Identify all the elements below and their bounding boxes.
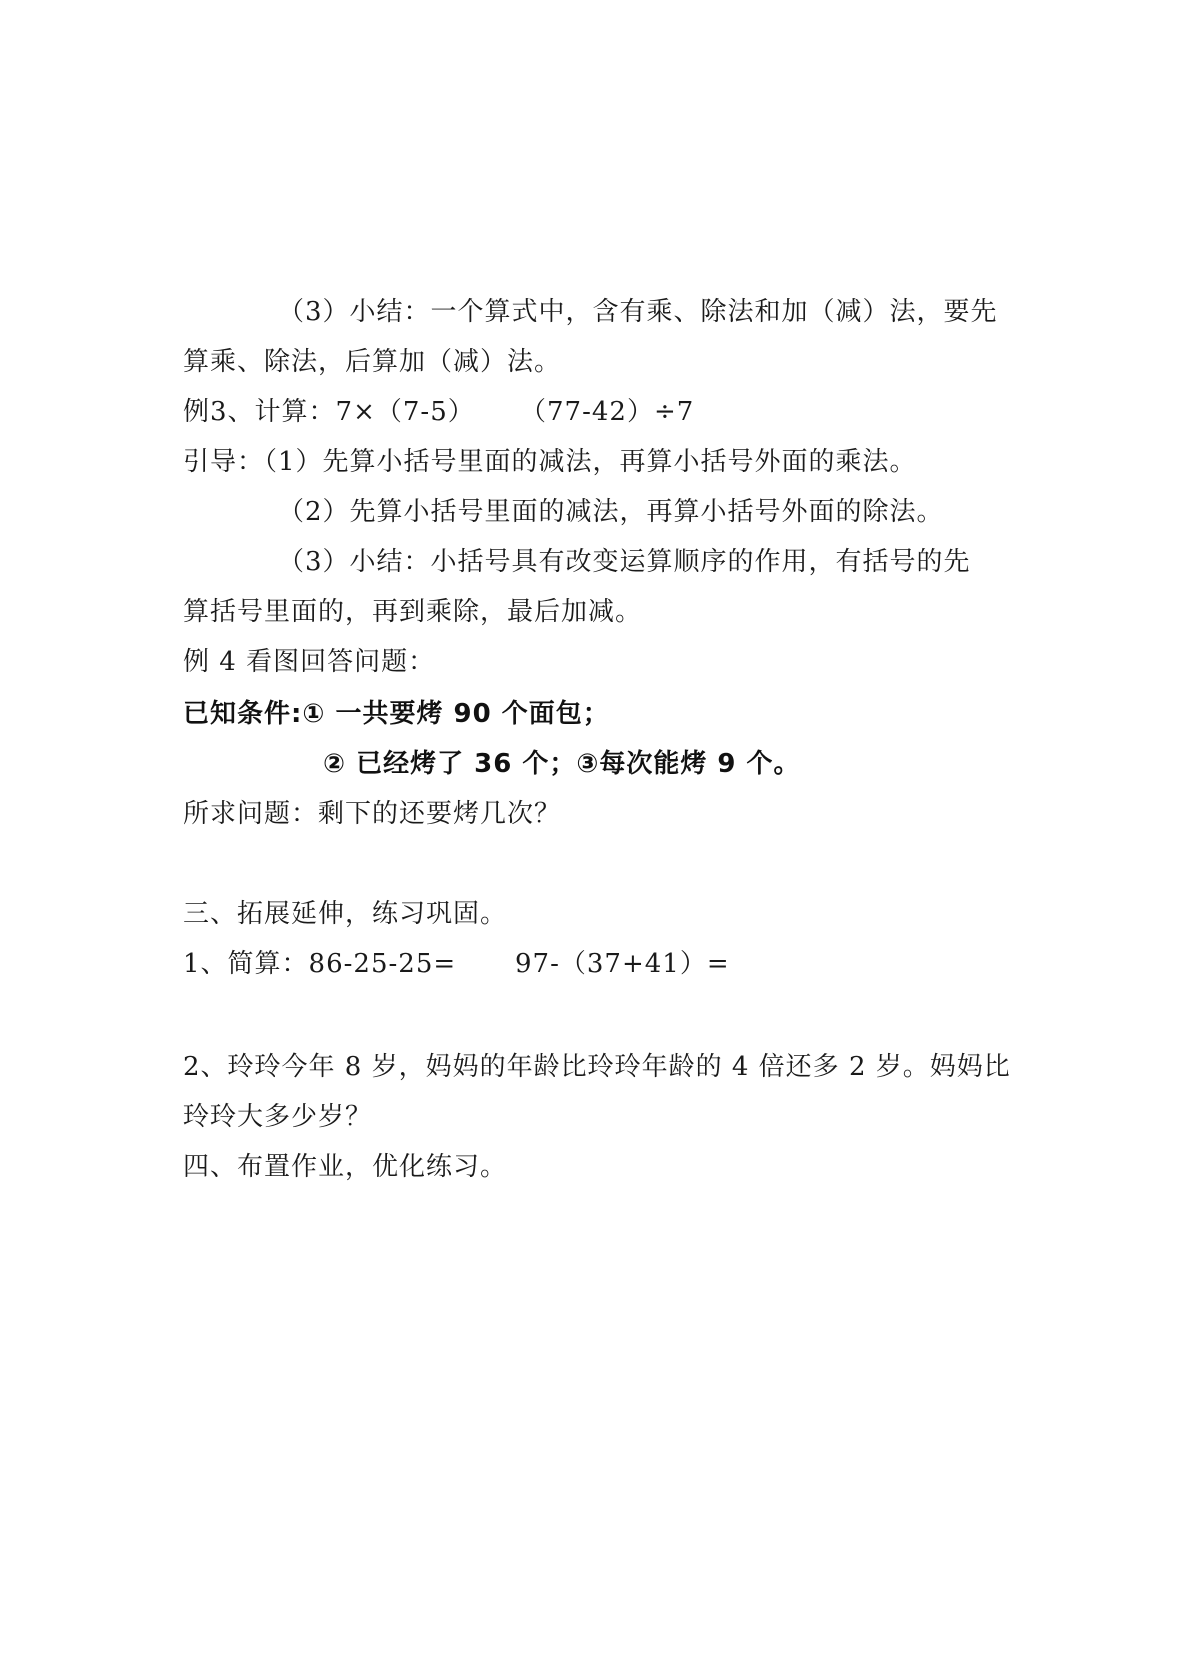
question-line: 所求问题：剩下的还要烤几次？ (183, 799, 562, 829)
summary-3-line-2: 算乘、除法，后算加（减）法。 (183, 347, 562, 377)
example-3-label: 例3、计算：7×（7-5） (183, 397, 475, 427)
guide-step-2: （2）先算小括号里面的减法，再算小括号外面的除法。 (278, 497, 944, 527)
exercise-1-expression-2: 97-（37+41）= (515, 949, 730, 979)
example-4-heading: 例 4 看图回答问题： (183, 647, 436, 677)
known-conditions-line-1: 已知条件:① 一共要烤 90 个面包； (183, 699, 610, 729)
example-3-expression-2: （77-42）÷7 (520, 397, 695, 427)
exercise-2-line-2: 玲玲大多少岁？ (183, 1102, 373, 1132)
known-conditions-line-2: ② 已经烤了 36 个；③每次能烤 9 个。 (323, 749, 801, 779)
section-3-heading: 三、拓展延伸，练习巩固。 (183, 899, 508, 929)
guide-summary-line-2: 算括号里面的，再到乘除，最后加减。 (183, 597, 643, 627)
guide-step-1: 引导：（1）先算小括号里面的减法，再算小括号外面的乘法。 (183, 447, 917, 477)
exercise-2-line-1: 2、玲玲今年 8 岁，妈妈的年龄比玲玲年龄的 4 倍还多 2 岁。妈妈比 (183, 1052, 1011, 1082)
section-4-heading: 四、布置作业，优化练习。 (183, 1152, 508, 1182)
summary-3-line-1: （3）小结：一个算式中，含有乘、除法和加（减）法，要先 (278, 297, 998, 327)
guide-summary-line-1: （3）小结：小括号具有改变运算顺序的作用，有括号的先 (278, 547, 971, 577)
exercise-1-expression-1: 1、简算：86-25-25= (183, 949, 457, 979)
